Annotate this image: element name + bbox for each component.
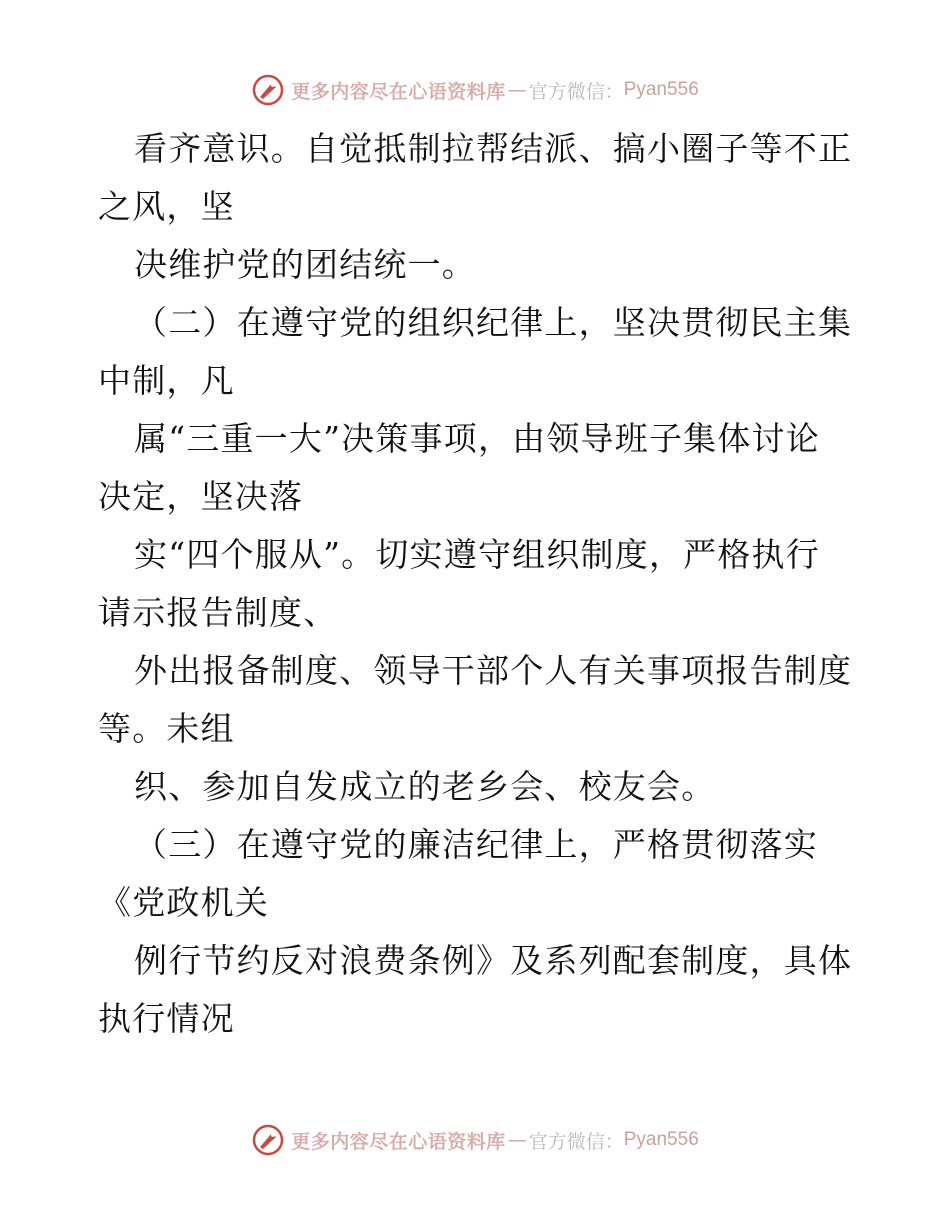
body-line: （二）在遵守党的组织纪律上，坚决贯彻民主集 [134,303,853,342]
body-line: 等。未组 [98,709,235,748]
body-line: 属“三重一大”决策事项，由领导班子集体讨论 [134,419,820,458]
body-line: 决定，坚决落 [98,477,304,516]
header-watermark [0,70,950,110]
body-line: 织、参加自发成立的老乡会、校友会。 [134,767,716,806]
watermark-brand: 更多内容尽在心语资料库 [291,1130,506,1153]
watermark-dash: — [507,79,527,101]
body-line: 《党政机关 [98,883,269,922]
body-line: 外出报备制度、领导干部个人有关事项报告制度 [134,651,853,690]
pen-nib-logo-icon [251,1123,285,1157]
body-line: 决维护党的团结统一。 [134,245,476,284]
body-line: 中制，凡 [98,361,235,400]
footer-watermark [0,1120,950,1160]
watermark-official-label: 官方微信： [528,1130,624,1153]
document-body [98,120,858,1048]
watermark-dash: — [507,1129,527,1151]
watermark-wechat-id: Pyan556 [623,79,699,100]
body-line: 执行情况 [98,999,235,1038]
body-line: 例行节约反对浪费条例》及系列配套制度，具体 [134,941,853,980]
watermark-wechat-id: Pyan556 [623,1129,699,1150]
body-line: （三）在遵守党的廉洁纪律上，严格贯彻落实 [134,825,818,864]
watermark-official-label: 官方微信： [528,80,624,103]
body-line: 看齐意识。自觉抵制拉帮结派、搞小圈子等不正 [134,129,853,168]
watermark-brand: 更多内容尽在心语资料库 [291,80,506,103]
body-line: 之风，坚 [98,187,235,226]
pen-nib-logo-icon [251,73,285,107]
body-line: 请示报告制度、 [98,593,338,632]
body-line: 实“四个服从”。切实遵守组织制度，严格执行 [134,535,820,574]
